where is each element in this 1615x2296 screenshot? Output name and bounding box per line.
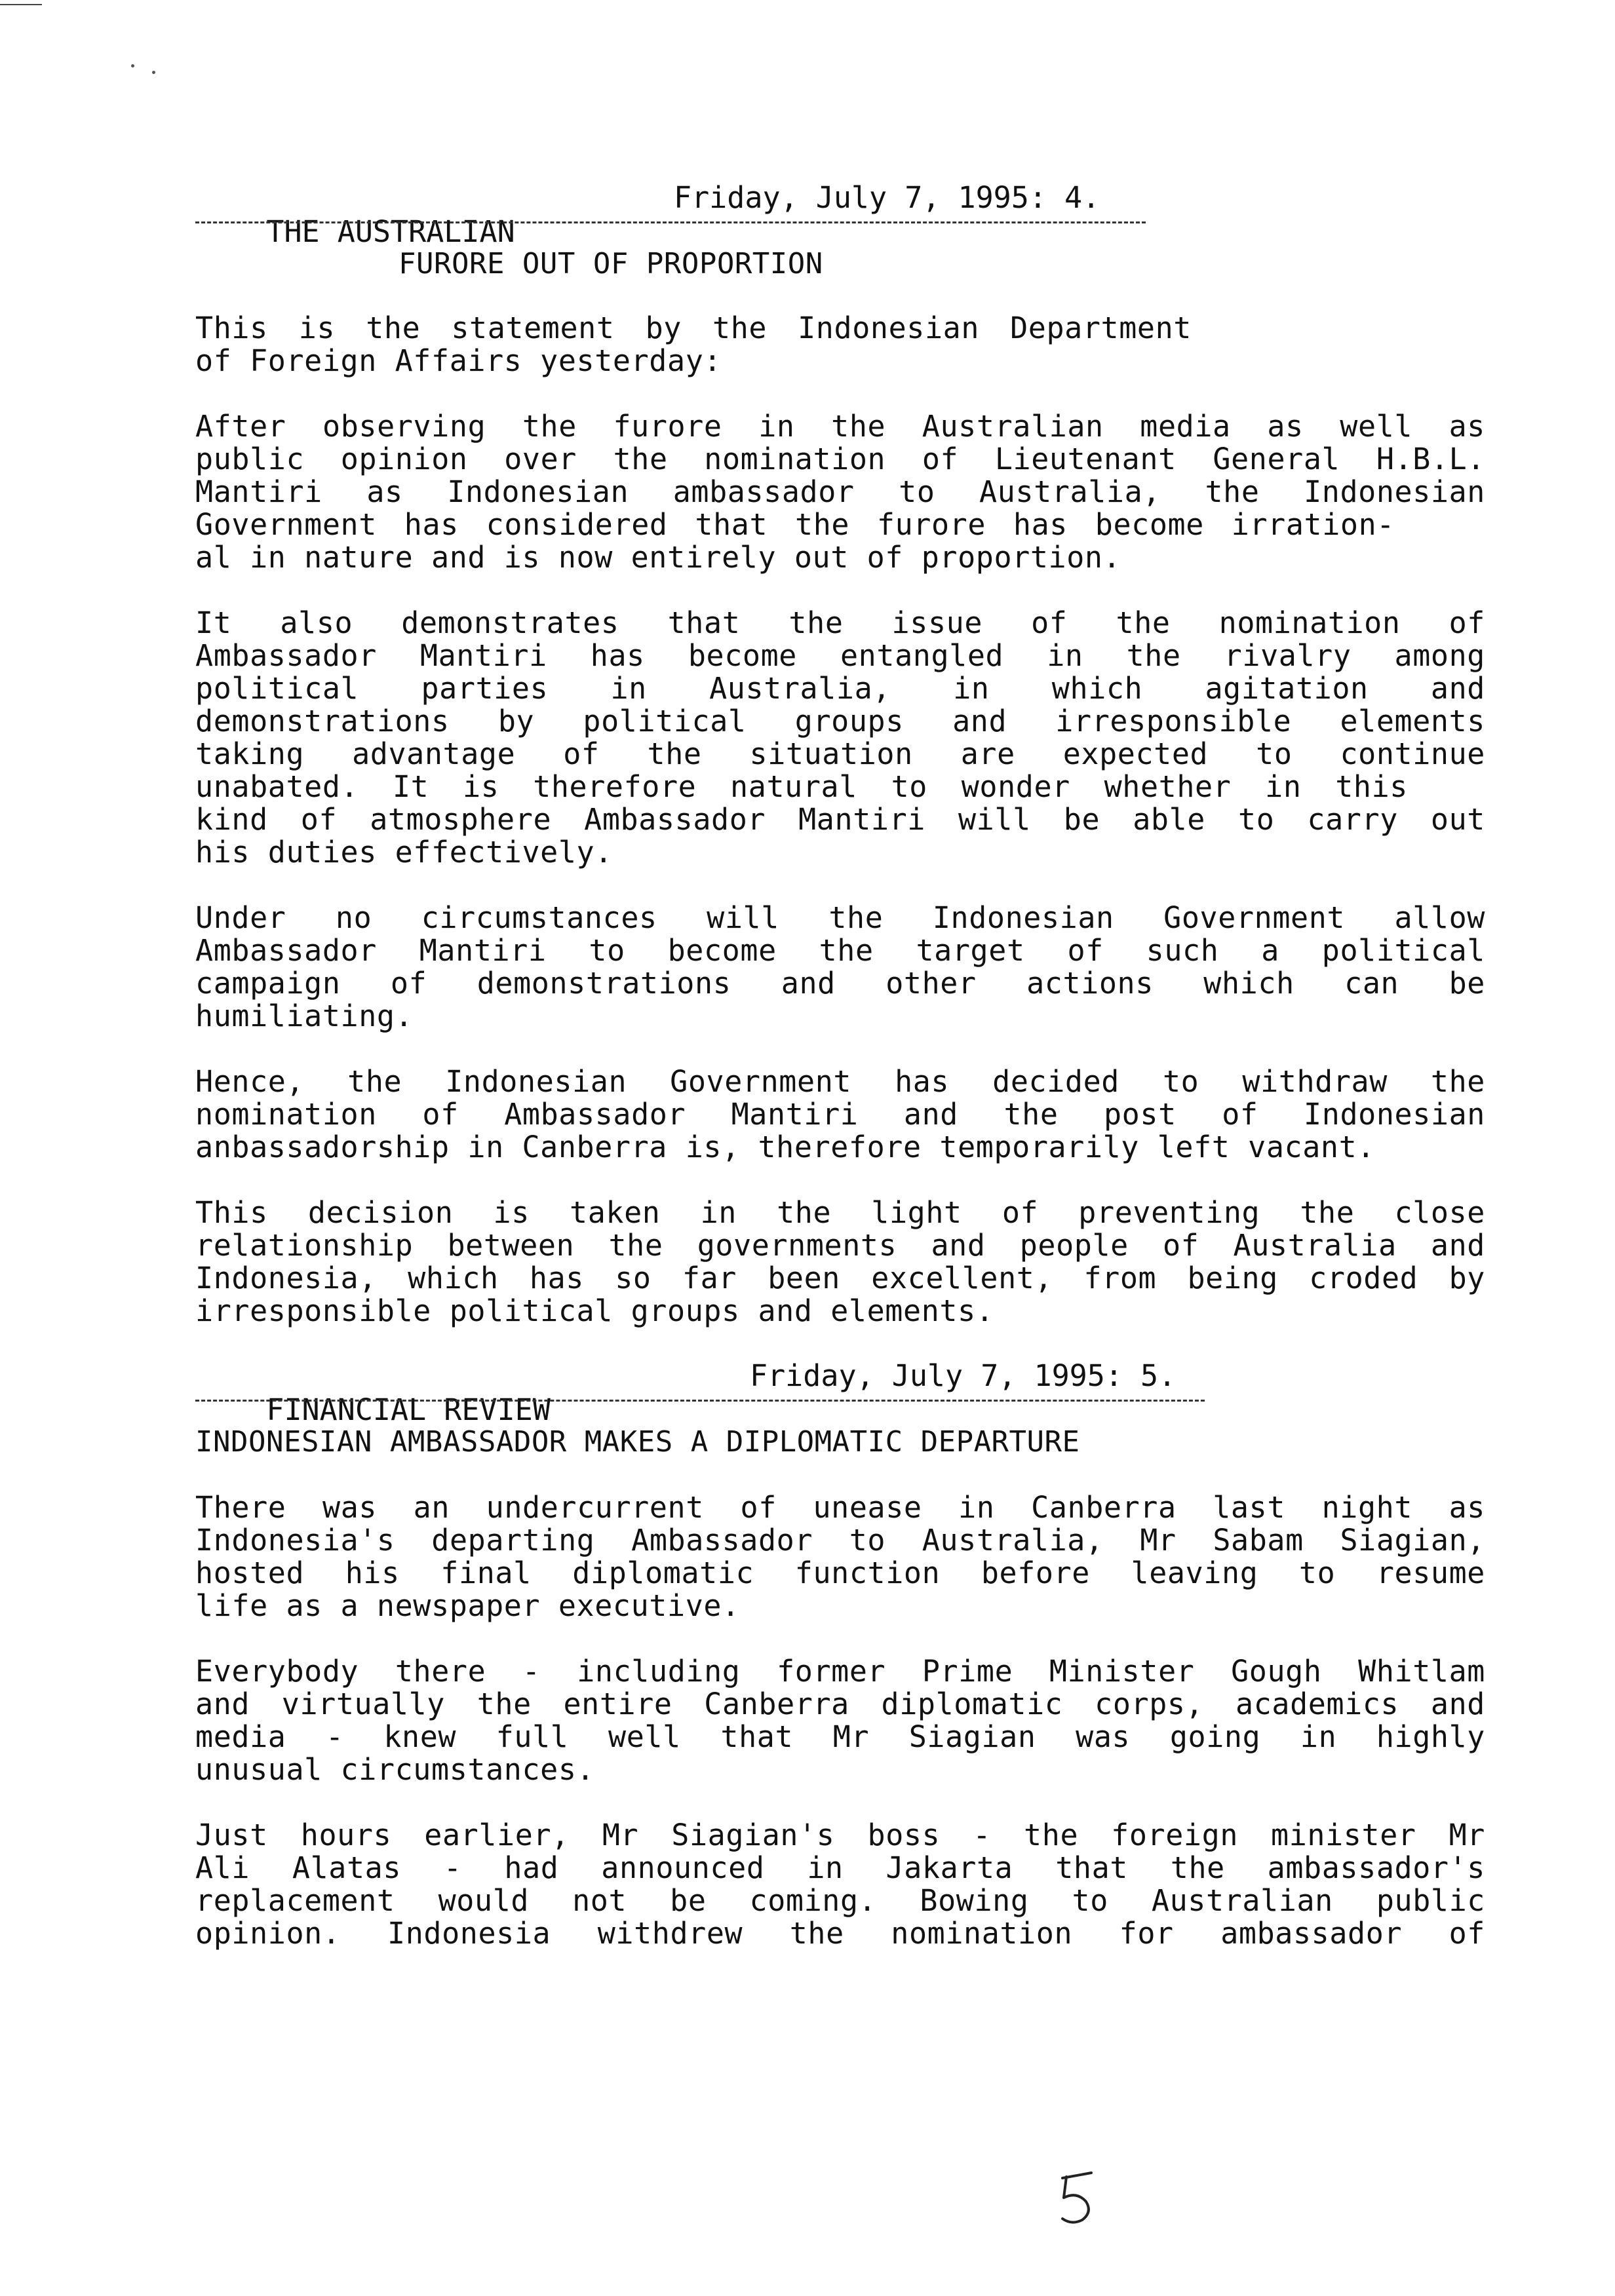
text-line: his duties effectively. [195,835,613,870]
text-line: al in nature and is now entirely out of proportion. [195,540,1121,575]
text-line: Under no circumstances will the Indonesian Government allow [195,900,1485,935]
text-line: There was an undercurrent of unease in Canberra last night as [195,1490,1485,1525]
text-line: Everybody there - including former Prime Minister Gough Whitlam [195,1654,1485,1689]
text-line: Just hours earlier, Mr Siagian's boss - the foreign minister Mr [195,1818,1485,1852]
scan-speck [131,64,134,67]
article-2-paragraph-3 [195,1819,1485,1950]
text-line: Ali Alatas - had announced in Jakarta that the ambassador's [195,1850,1485,1885]
document-page [195,0,1485,2296]
text-line: Mantiri as Indonesian ambassador to Australia, the Indonesian [195,474,1485,509]
article-2-date: Friday, July 7, 1995: 5. [750,1358,1177,1393]
text-line: After observing the furore in the Australian media as well as [195,409,1485,444]
article-1-source: THE AUSTRALIAN [266,214,515,249]
text-line: replacement would not be coming. Bowing to Australian public [195,1883,1485,1918]
text-line: relationship between the governments and people of Australia and [195,1228,1485,1263]
text-line: of Foreign Affairs yesterday: [195,343,722,378]
article-1-paragraph-2 [195,410,1485,574]
text-line: campaign of demonstrations and other actions which can be [195,966,1485,1001]
text-line: life as a newspaper executive. [195,1588,740,1623]
text-line: Indonesia's departing Ambassador to Australia, Mr Sabam Siagian, [195,1523,1485,1558]
text-line: This decision is taken in the light of preventing the close [195,1195,1485,1230]
article-2-dashed-rule [195,1400,1205,1402]
article-1-paragraph-1 [195,312,1485,377]
text-line: anbassadorship in Canberra is, therefore temporarily left vacant. [195,1130,1375,1164]
text-line: taking advantage of the situation are expected to continue [195,737,1485,771]
text-line: unusual circumstances. [195,1752,595,1787]
article-2-source: FINANCIAL REVIEW [266,1392,551,1427]
text-line: Ambassador Mantiri to become the target of such a political [195,933,1485,968]
handwritten-page-number [1057,2169,1097,2228]
text-line: Indonesia, which has so far been excellent, from being croded by [195,1261,1485,1295]
text-line: media - knew full well that Mr Siagian was going in highly [195,1719,1485,1754]
text-line: Government has considered that the furore has become irration- [195,507,1395,542]
article-1-headline: FURORE OUT OF PROPORTION [399,247,823,280]
article-1-dashed-rule [195,221,1146,223]
text-line: unabated. It is therefore natural to wonder whether in this [195,769,1408,804]
article-1-paragraph-4 [195,902,1485,1033]
scan-speck [152,71,155,74]
top-edge-rule [0,4,42,5]
text-line: Hence, the Indonesian Government has decided to withdraw the [195,1064,1485,1099]
text-line: hosted his final diplomatic function before leaving to resume [195,1556,1485,1590]
text-line: irresponsible political groups and elements. [195,1293,994,1328]
text-line: political parties in Australia, in which agitation and [195,671,1485,706]
article-2-headline: INDONESIAN AMBASSADOR MAKES A DIPLOMATIC DEPARTURE [195,1425,1080,1459]
article-1-paragraph-3 [195,607,1485,869]
text-line: opinion. Indonesia withdrew the nomination for ambassador of [195,1916,1485,1951]
text-line: and virtually the entire Canberra diplomatic corps, academics and [195,1687,1485,1721]
text-line: humiliating. [195,999,414,1033]
article-1-paragraph-5 [195,1065,1485,1164]
text-line: public opinion over the nomination of Lieutenant General H.B.L. [195,442,1485,476]
text-line: nomination of Ambassador Mantiri and the post of Indonesian [195,1097,1485,1132]
text-line: It also demonstrates that the issue of the nomination of [195,605,1485,640]
article-1-paragraph-6 [195,1196,1485,1328]
text-line: This is the statement by the Indonesian Department [195,311,1192,345]
text-line: demonstrations by political groups and irresponsible elements [195,704,1485,738]
article-2-paragraph-2 [195,1655,1485,1786]
article-1-date: Friday, July 7, 1995: 4. [674,180,1100,215]
article-2-paragraph-1 [195,1491,1485,1622]
text-line: Ambassador Mantiri has become entangled in the rivalry among [195,638,1485,673]
text-line: kind of atmosphere Ambassador Mantiri will be able to carry out [195,802,1485,837]
